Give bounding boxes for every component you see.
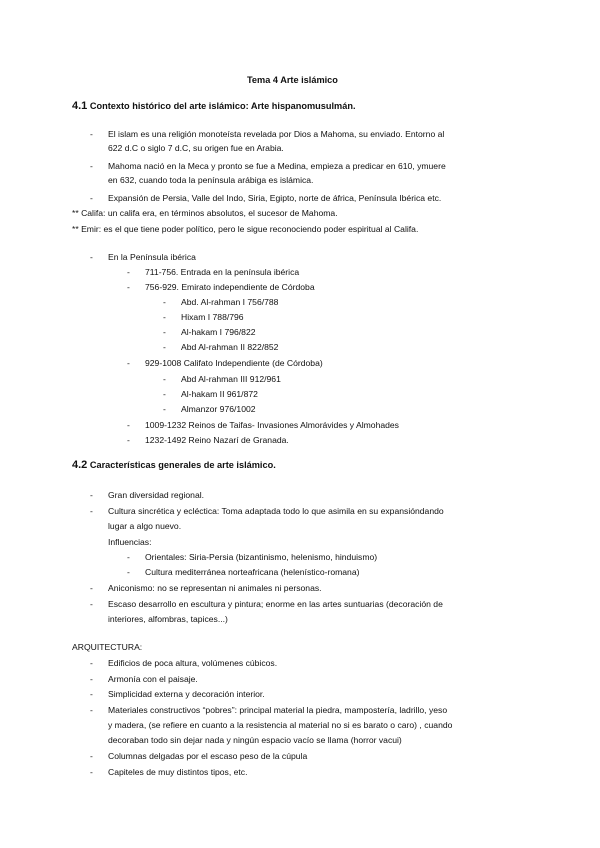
bullet-dash: - bbox=[127, 567, 130, 577]
arq-bullet: Edificios de poca altura, volúmenes cúbicos. bbox=[108, 658, 278, 668]
section-2-heading bbox=[72, 460, 276, 471]
arq-bullet: Materiales constructivos “pobres”: principal material la piedra, mampostería, ladrillo, yeso bbox=[108, 705, 448, 715]
ruler-item: Al-hakam I 796/822 bbox=[181, 327, 256, 337]
bullet-dash: - bbox=[163, 327, 166, 337]
arq-bullet: Capiteles de muy distintos tipos, etc. bbox=[108, 767, 248, 777]
bullet-dash: - bbox=[90, 767, 93, 777]
bullet-dash: - bbox=[90, 129, 93, 139]
section-2-number: 4.2 bbox=[72, 459, 88, 471]
bullet-dash: - bbox=[90, 490, 93, 500]
timeline-item: 929-1008 Califato Independiente (de Córdoba) bbox=[145, 358, 323, 368]
bullet-dash: - bbox=[90, 252, 93, 262]
page-title: Tema 4 Arte islámico bbox=[247, 75, 338, 85]
bullet-text: Aniconismo: no se representan ni animales ni personas. bbox=[108, 583, 322, 593]
bullet-dash: - bbox=[163, 374, 166, 384]
timeline-item: 711-756. Entrada en la península ibérica bbox=[145, 267, 300, 277]
bullet-dash: - bbox=[90, 193, 93, 203]
bullet-dash: - bbox=[163, 404, 166, 414]
bullet-dash: - bbox=[90, 599, 93, 609]
bullet-dash: - bbox=[90, 751, 93, 761]
section-2-title: Características generales de arte islámico. bbox=[89, 460, 276, 470]
bullet-text-cont: en 632, cuando toda la península arábiga es islámica. bbox=[108, 175, 314, 185]
bullet-dash: - bbox=[90, 161, 93, 171]
bullet-text-cont: lugar a algo nuevo. bbox=[108, 521, 182, 531]
timeline-item: 1009-1232 Reinos de Taifas- Invasiones Almorávides y Almohades bbox=[145, 420, 399, 430]
bullet-dash: - bbox=[90, 506, 93, 516]
bullet-text-cont: 622 d.C o siglo 7 d.C, su origen fue en Arabia. bbox=[108, 143, 284, 153]
bullet-dash: - bbox=[90, 583, 93, 593]
ruler-item: Hixam I 788/796 bbox=[181, 312, 244, 322]
bullet-dash: - bbox=[127, 552, 130, 562]
ruler-item: Al-hakam II 961/872 bbox=[181, 389, 258, 399]
bullet-dash: - bbox=[127, 267, 130, 277]
bullet-dash: - bbox=[163, 297, 166, 307]
influence-item: Cultura mediterránea norteafricana (helenístico-romana) bbox=[145, 567, 360, 577]
bullet-dash: - bbox=[163, 342, 166, 352]
bullet-dash: - bbox=[90, 658, 93, 668]
note-califa: ** Califa: un califa era, en términos absolutos, el sucesor de Mahoma. bbox=[72, 208, 338, 218]
arq-bullet: Armonía con el paisaje. bbox=[108, 674, 198, 684]
timeline-item: 756-929. Emirato independiente de Córdoba bbox=[145, 282, 315, 292]
timeline-item: 1232-1492 Reino Nazarí de Granada. bbox=[145, 435, 289, 445]
bullet-text: Mahoma nació en la Meca y pronto se fue a Medina, empieza a predicar en 610, ymuere bbox=[108, 161, 446, 171]
arq-bullet: Simplicidad externa y decoración interior. bbox=[108, 689, 265, 699]
bullet-dash: - bbox=[127, 435, 130, 445]
bullet-text-cont: interiores, alfombras, tapices...) bbox=[108, 614, 228, 624]
arq-bullet: Columnas delgadas por el escaso peso de la cúpula bbox=[108, 751, 308, 761]
arquitectura-heading: ARQUITECTURA: bbox=[72, 642, 143, 652]
bullet-dash: - bbox=[163, 312, 166, 322]
influences-label: Influencias: bbox=[108, 537, 152, 547]
bullet-text: El islam es una religión monoteísta revelada por Dios a Mahoma, su enviado. Entorno al bbox=[108, 129, 445, 139]
ruler-item: Abd Al-rahman III 912/961 bbox=[181, 374, 281, 384]
iberia-label: En la Península ibérica bbox=[108, 252, 196, 262]
ruler-item: Almanzor 976/1002 bbox=[181, 404, 256, 414]
bullet-dash: - bbox=[127, 358, 130, 368]
arq-bullet-cont: decoraban todo sin dejar nada y ningún espacio vacío se llama (horror vacui) bbox=[108, 735, 402, 745]
section-1-number: 4.1 bbox=[72, 100, 88, 112]
bullet-text: Gran diversidad regional. bbox=[108, 490, 205, 500]
bullet-dash: - bbox=[127, 282, 130, 292]
section-1-heading bbox=[72, 101, 356, 112]
bullet-dash: - bbox=[163, 389, 166, 399]
ruler-item: Abd. Al-rahman I 756/788 bbox=[181, 297, 279, 307]
bullet-text: Expansión de Persia, Valle del Indo, Siria, Egipto, norte de áfrica, Península Ibérica etc. bbox=[108, 193, 442, 203]
bullet-dash: - bbox=[127, 420, 130, 430]
note-emir: ** Emir: es el que tiene poder político, pero le sigue reconociendo poder espiritual al Califa. bbox=[72, 224, 419, 234]
arq-bullet-cont: y madera, (se refiere en cuanto a la resistencia al material no si es barato o caro) , cuando bbox=[108, 720, 453, 730]
bullet-dash: - bbox=[90, 705, 93, 715]
bullet-text: Escaso desarrollo en escultura y pintura; enorme en las artes suntuarias (decoración de bbox=[108, 599, 443, 609]
bullet-text: Cultura sincrética y ecléctica: Toma adaptada todo lo que asimila en su expansióndando bbox=[108, 506, 444, 516]
ruler-item: Abd Al-rahman II 822/852 bbox=[181, 342, 279, 352]
section-1-title: Contexto histórico del arte islámico: Arte hispanomusulmán. bbox=[89, 101, 356, 111]
influence-item: Orientales: Siria-Persia (bizantinismo, helenismo, hinduismo) bbox=[145, 552, 378, 562]
bullet-dash: - bbox=[90, 689, 93, 699]
bullet-dash: - bbox=[90, 674, 93, 684]
